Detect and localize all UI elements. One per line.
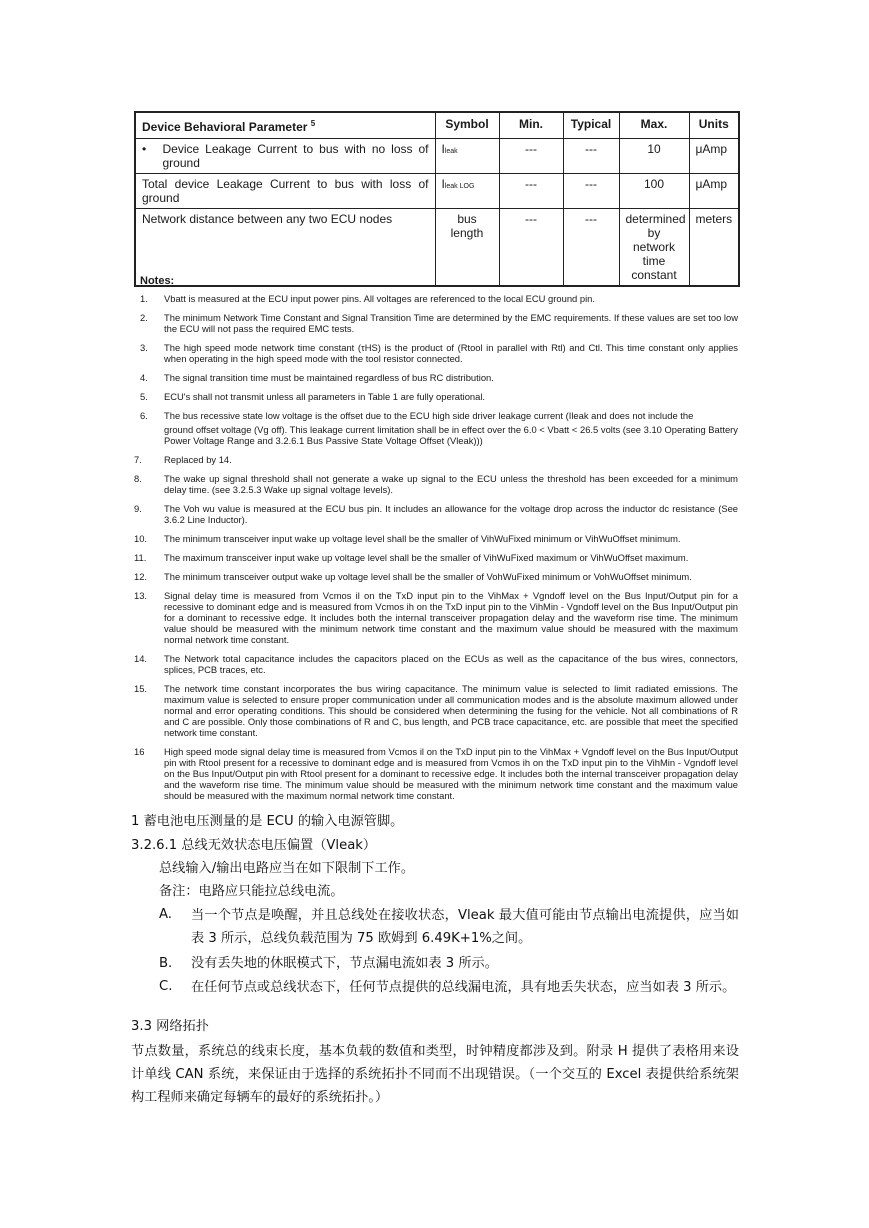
list-item-label: A. bbox=[159, 907, 172, 922]
note-text: The high speed mode network time constant (τHS) is the product of (Rtool in parallel with Rtl) and Ctl. This time constant only applies when operating in the high speed mode with the tool resistor connected. bbox=[164, 342, 738, 364]
header-max: Max. bbox=[619, 112, 689, 139]
section-heading-3-2-6-1: 3.2.6.1 总线无效状态电压偏置（Vleak） bbox=[131, 838, 377, 853]
note-text: Replaced by 14. bbox=[164, 454, 232, 465]
note-item bbox=[134, 683, 738, 738]
cn-footnote-1: 1 蓄电池电压测量的是 ECU 的输入电源管脚。 bbox=[131, 814, 404, 829]
paragraph-topology: 节点数量，系统总的线束长度，基本负载的数值和类型，时钟精度都涉及到。附录 H 提供了表格用来设计单线 CAN 系统，来保证由于选择的系统拓扑不同而不出现错误。（一个交互的 Excel 表提供给系统架构工程师来确定每辆车的最好的系统拓扑。） bbox=[131, 1044, 739, 1105]
note-number: 16 bbox=[134, 746, 145, 757]
list-item-text: 在任何节点或总线状态下，任何节点提供的总线漏电流，具有地丢失状态，应当如表 3 所示。 bbox=[191, 980, 736, 995]
note-text: The signal transition time must be maintained regardless of bus RC distribution. bbox=[164, 372, 494, 383]
symbol-sub: leak LOG bbox=[444, 183, 475, 190]
row-min: --- bbox=[499, 209, 563, 287]
row-max: determined by network time constant bbox=[619, 209, 689, 287]
row-units: μAmp bbox=[689, 139, 739, 174]
list-item-label: C. bbox=[159, 979, 173, 994]
row-parameter: Network distance between any two ECU nodes bbox=[135, 209, 435, 287]
note-item bbox=[134, 454, 738, 465]
row-units: meters bbox=[689, 209, 739, 287]
note-number: 7. bbox=[134, 454, 142, 465]
note-number: 10. bbox=[134, 533, 148, 544]
cn-list bbox=[159, 906, 739, 999]
symbol-main: I bbox=[441, 177, 445, 191]
table-header-row bbox=[135, 112, 739, 139]
row-parameter-text: Device Leakage Current to bus with no loss of ground bbox=[162, 142, 429, 170]
row-min: --- bbox=[499, 139, 563, 174]
note-text: The minimum transceiver input wake up voltage level shall be the smaller of VihWuFixed minimum or VihWuOffset minimum. bbox=[164, 533, 681, 544]
note-number: 13. bbox=[134, 590, 148, 601]
note-number: 6. bbox=[140, 410, 148, 421]
note-text: The minimum transceiver output wake up voltage level shall be the smaller of VohWuFixed minimum or VohWuOffset minimum. bbox=[164, 571, 692, 582]
symbol-sub: leak bbox=[444, 148, 458, 155]
note-item bbox=[140, 410, 738, 421]
note-item bbox=[140, 342, 738, 364]
note-text: High speed mode signal delay time is measured from Vcmos il on the TxD input pin to the VihMax + Vgndoff level on the Bus Input/Output pin with Rtool present for a recessive to dominant edge and is measured from Vcmos ih on the TxD input pin to the VihMin - Vgndoff level on the Bus Input/Output pin with Rtool present for a dominant to recessive edge. It includes both the internal transceiver propagation delay and the waveform rise time. The minimum value should be measured with the minimum network time constant and the maximum value should be measured with the maximum normal network time constant. bbox=[164, 746, 738, 801]
note-number: 5. bbox=[140, 391, 148, 402]
row-max: 10 bbox=[619, 139, 689, 174]
header-footnote: 5 bbox=[310, 119, 316, 128]
note-item bbox=[140, 391, 738, 402]
note-number: 4. bbox=[140, 372, 148, 383]
note-text: The Voh wu value is measured at the ECU bus pin. It includes an allowance for the voltage drop across the inductor dc resistance (See 3.6.2 Line Inductor). bbox=[164, 503, 738, 525]
note-text: The minimum Network Time Constant and Signal Transition Time are determined by the EMC requirements. If these values are set too low the ECU will not pass the required EMC tests. bbox=[164, 312, 738, 334]
list-item-label: B. bbox=[159, 956, 173, 971]
note-item bbox=[134, 571, 738, 582]
note-item bbox=[134, 473, 738, 495]
note-item bbox=[140, 312, 738, 334]
paragraph-bus-io: 总线输入/输出电路应当在如下限制下工作。 bbox=[159, 861, 415, 876]
list-item-text: 没有丢失地的休眠模式下，节点漏电流如表 3 所示。 bbox=[191, 956, 498, 971]
note-item bbox=[134, 590, 738, 645]
note-number: 14. bbox=[134, 653, 148, 664]
note-item bbox=[134, 653, 738, 675]
note-number: 8. bbox=[134, 473, 142, 484]
note-number: 3. bbox=[140, 342, 148, 353]
note-text: Vbatt is measured at the ECU input power pins. All voltages are referenced to the local ECU ground pin. bbox=[164, 293, 595, 304]
notes-section bbox=[134, 275, 738, 809]
note-number: 1. bbox=[140, 293, 148, 304]
list-item bbox=[159, 978, 739, 999]
notes-title: Notes: bbox=[140, 275, 175, 287]
note-number: 15. bbox=[134, 683, 148, 694]
header-symbol: Symbol bbox=[435, 112, 499, 139]
table-row bbox=[135, 139, 739, 174]
note-number: 9. bbox=[134, 503, 142, 514]
row-typical: --- bbox=[563, 139, 619, 174]
note-continuation: ground offset voltage (Vg off). This leakage current limitation shall be in effect over the 6.0 < Vbatt < 26.5 volts (see 3.10 Operating Battery Power Voltage Range and 3.2.6.1 Bus Passive State Voltage Offset (Vleak))) bbox=[164, 424, 738, 446]
row-units: μAmp bbox=[689, 174, 739, 209]
note-item bbox=[134, 746, 738, 801]
row-typical: --- bbox=[563, 174, 619, 209]
note-item bbox=[134, 503, 738, 525]
header-min: Min. bbox=[499, 112, 563, 139]
table-row bbox=[135, 174, 739, 209]
note-text: The maximum transceiver input wake up voltage level shall be the smaller of VihWuFixed maximum or VihWuOffset maximum. bbox=[164, 552, 689, 563]
note-text: The wake up signal threshold shall not generate a wake up signal to the ECU unless the threshold has been exceeded for a minimum delay time. (see 3.2.5.3 Wake up signal voltage levels). bbox=[164, 473, 738, 495]
row-symbol bbox=[435, 174, 499, 209]
parameter-table bbox=[134, 111, 740, 287]
bullet: • bbox=[142, 142, 147, 156]
note-text: The bus recessive state low voltage is the offset due to the ECU high side driver leakage current (Ileak and does not include the bbox=[164, 410, 694, 421]
row-parameter: Total device Leakage Current to bus with loss of ground bbox=[135, 174, 435, 209]
note-number: 2. bbox=[140, 312, 148, 323]
section-heading-3-3: 3.3 网络拓扑 bbox=[131, 1019, 209, 1034]
note-number: 11. bbox=[134, 552, 147, 563]
header-parameter: Device Behavioral Parameter $^5$ bbox=[135, 112, 435, 139]
note-text: ECU's shall not transmit unless all parameters in Table 1 are fully operational. bbox=[164, 391, 486, 402]
note-text: The Network total capacitance includes the capacitors placed on the ECUs as well as the capacitance of the bus wires, connectors, splices, PCB traces, etc. bbox=[164, 653, 738, 675]
list-item-text: 当一个节点是唤醒，并且总线处在接收状态，Vleak 最大值可能由节点输出电流提供，应当如表 3 所示，总线负载范围为 75 欧姆到 6.49K+1%之间。 bbox=[191, 908, 739, 946]
table-row bbox=[135, 209, 739, 287]
list-item bbox=[159, 906, 739, 950]
note-text: The network time constant incorporates the bus wiring capacitance. The minimum value is selected to limit radiated emissions. The maximum value is selected to ensure proper communication under all communication modes and is the absolute maximum allowed under normal and error operating conditions. This should be considered when determining the fusing for the vehicle. Not all combinations of R and C are possible. Only those combinations of R and C, bus length, and PCB trace capacitance, etc. are possible that meet the specified network time constant. bbox=[164, 683, 738, 738]
row-min: --- bbox=[499, 174, 563, 209]
note-text: Signal delay time is measured from Vcmos il on the TxD input pin to the VihMax + Vgndoff level on the Bus Input/Output pin for a recessive to dominant edge and is measured from Vcmos ih on the TxD input pin to the VihMin - Vgndoff level on the Bus Input/Output pin for a dominant to recessive edge. It includes both the internal transceiver propagation delay and the waveform rise time. The minimum value should be measured with the minimum network time constant and the maximum value should be measured with the maximum normal network time constant. bbox=[164, 590, 738, 645]
row-max: 100 bbox=[619, 174, 689, 209]
note-item bbox=[134, 533, 738, 544]
note-item bbox=[140, 372, 738, 383]
row-parameter bbox=[135, 139, 435, 174]
note-item bbox=[140, 293, 738, 304]
header-typical: Typical bbox=[563, 112, 619, 139]
paragraph-note: 备注：电路应只能拉总线电流。 bbox=[159, 884, 344, 899]
row-typical: --- bbox=[563, 209, 619, 287]
row-symbol bbox=[435, 139, 499, 174]
list-item bbox=[159, 955, 739, 973]
note-number: 12. bbox=[134, 571, 148, 582]
note-item bbox=[134, 552, 738, 563]
symbol-main: I bbox=[441, 142, 445, 156]
header-units: Units bbox=[689, 112, 739, 139]
row-symbol: bus length bbox=[435, 209, 499, 287]
